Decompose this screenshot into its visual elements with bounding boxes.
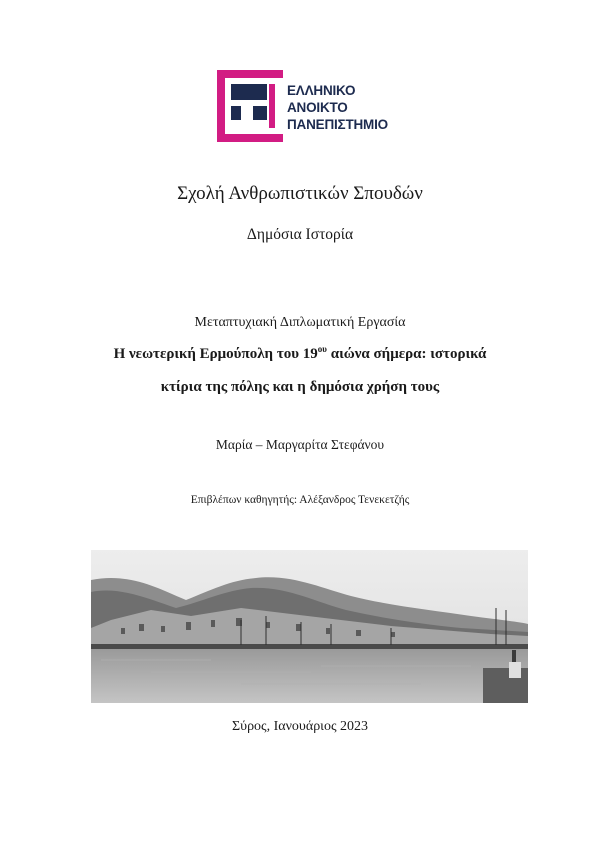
title-line-1-end: αιώνα σήμερα: ιστορικά xyxy=(326,346,487,362)
thesis-title-line-1 xyxy=(0,346,600,363)
title-line-1-start: Η νεωτερική Ερμούπολη του 19 xyxy=(113,346,318,362)
thesis-title-line-2: κτίρια της πόλης και η δημόσια χρήση τους xyxy=(160,379,440,395)
program-name: Δημόσια Ιστορία xyxy=(246,226,354,243)
supervisor: Επιβλέπων καθηγητής: Αλέξανδρος Τενεκετζής xyxy=(190,494,410,506)
thesis-type: Μεταπτυχιακή Διπλωματική Εργασία xyxy=(194,315,406,330)
university-logo xyxy=(217,70,407,144)
author-name: Μαρία – Μαργαρίτα Στεφάνου xyxy=(215,437,385,452)
logo-line-2: ΑΝΟΙΚΤΟ xyxy=(287,100,348,115)
logo-line-1: ΕΛΛΗΝΙΚΟ xyxy=(287,83,356,98)
place-date: Σύρος, Ιανουάριος 2023 xyxy=(231,719,368,734)
logo-line-3: ΠΑΝΕΠΙΣΤΗΜΙΟ xyxy=(287,117,388,132)
school-name: Σχολή Ανθρωπιστικών Σπουδών xyxy=(177,183,423,204)
logo-wordmark xyxy=(287,82,388,133)
title-superscript: ου xyxy=(317,344,327,354)
historical-harbor-photo xyxy=(91,550,528,703)
eap-logo-mark xyxy=(217,70,283,142)
